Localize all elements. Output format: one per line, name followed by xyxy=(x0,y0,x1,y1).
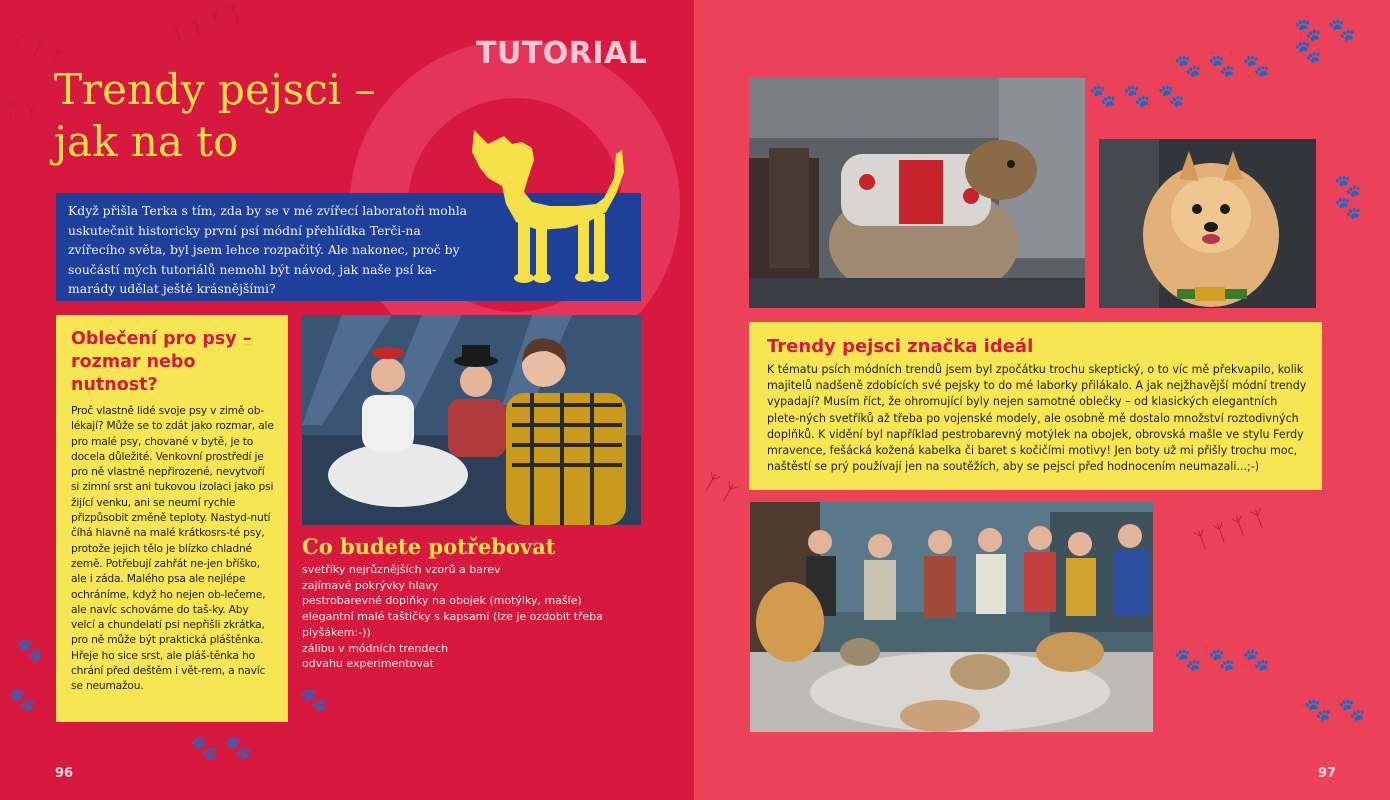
paw-prints-decoration: 🐾 🐾 xyxy=(1334,174,1362,221)
needs-item: svetříky nejrůznějších vzorů a barev xyxy=(302,563,501,576)
bird-tracks-decoration: ᛉ ᛉ xyxy=(2,99,40,130)
needs-item: zálibu v módních trendech xyxy=(302,641,449,655)
section-label: TUTORIAL xyxy=(476,36,648,71)
dog-silhouette-icon xyxy=(466,126,636,302)
paw-prints-decoration: 🐾 xyxy=(8,688,36,713)
bird-tracks-decoration: ᛉ ᛉ xyxy=(698,469,740,508)
paw-prints-decoration: 🐾 xyxy=(16,638,44,663)
paw-prints-decoration: 🐾 🐾 xyxy=(190,736,252,761)
bird-tracks-decoration: ᛉ ᛉ ᛉ ᛉ xyxy=(167,0,246,49)
photo-group-with-dogs xyxy=(750,502,1153,732)
needs-list xyxy=(302,562,632,672)
fashion-box xyxy=(749,322,1322,490)
clothing-box xyxy=(56,315,288,722)
needs-item: pestrobarevné doplňky na obojek (motýlky, mašle) xyxy=(302,594,582,608)
needs-item: odvahu experimentovat xyxy=(302,657,434,671)
paw-prints-decoration: 🐾 xyxy=(300,688,328,713)
paw-prints-decoration: 🐾 🐾 🐾 xyxy=(1174,54,1271,79)
intro-text: Když přišla Terka s tím, zda by se v mé zvířecí laboratoři mohla uskutečnit historicky první psí módní přehlídka Terči-na zvířecího světa, byl jsem lehce rozpačitý. Ale nakonec, proč by součástí mých tutoriálů nemohl být návod, jak naše psí ka-marády udělat ještě krásnějšími? xyxy=(68,203,468,296)
photo-three-presenters xyxy=(302,315,641,525)
fashion-text: K tématu psích módních trendů jsem byl zpočátku trochu skeptický, o to víc mě překvapilo, kolik majitelů nadšeně zdobících své pejsky to do mé laborky přilákalo. A jak nejžhavější módní trendy vypadají? Musím říct, že ohromující byly nejen samotné oblečky – od klasických elegantních plete-ných svetříků až třeba po vojenské modely, ale osobně mě dostalo množství roztodivných doplňků. K vidění byl například pestrobarevný motýlek na obojek, obrovská mašle ve stylu Ferdy mravence, fešácká kožená kabelka či baret s kočičími motivy! Jen boty už mi přišly trochu moc, naštěstí se prý používají jen na soutěžích, aby se pejsci před hodnocením neumazali...;-) xyxy=(767,363,1307,474)
fashion-heading: Trendy pejsci značka ideál xyxy=(767,336,1034,357)
left-page xyxy=(0,0,694,800)
needs-item: elegantní malé taštičky s kapsami (lze je ozdobit třeba plyšákem:-)) xyxy=(302,610,603,639)
paw-prints-decoration: 🐾 🐾 🐾 xyxy=(1089,84,1186,109)
photo-pomeranian xyxy=(1099,139,1316,308)
right-page xyxy=(694,0,1390,800)
needs-item: zajímavé pokrývky hlavy xyxy=(302,578,439,592)
clothing-heading: Oblečení pro psy – rozmar nebo nutnost? xyxy=(71,329,252,395)
page-title: Trendy pejsci – jak na to xyxy=(54,65,376,166)
paw-prints-decoration: 🐾 🐾 xyxy=(1304,698,1366,723)
paw-prints-decoration: 🐾 🐾 🐾 xyxy=(1294,18,1356,65)
needs-heading: Co budete potřebovat xyxy=(302,534,556,559)
bird-tracks-decoration: ᛉ ᛉ ᛉ ᛉ xyxy=(1191,506,1270,555)
bird-tracks-decoration: ᛉ ᛉ ᛉ xyxy=(7,27,67,74)
photo-yorkshire-in-sweater xyxy=(749,78,1085,308)
page-number-left: 96 xyxy=(55,766,74,781)
paw-prints-decoration: 🐾 🐾 🐾 xyxy=(1174,648,1271,673)
clothing-text: Proč vlastně lidé svoje psy v zimě ob-lékají? Může se to zdát jako rozmar, ale pro malé psy, chované v bytě, je to docela důležité. Venkovní prostředí je pro ně vlastně nepřirozené, nevytvoří si zimní srst ani tukovou izolaci jako psi žijící venku, ani se neumí rychle přizpůsobit změně teploty. Nastyd-nutí číhá hlavně na malé krátkosrs-té psy, protože jejich tělo je blízko chladné země. Potřebují zahřát ne-jen bříško, ale i záda. Malého psa ale nejlépe ochráníme, když ho nejen ob-lečeme, ale navíc schováme do taš-ky. Aby velcí a chundelatí psi nepřišli zkrátka, pro ně může být praktická pláštěnka. Hřeje ho sice srst, ale pláš-těnka ho chrání před deštěm i vět-rem, a navíc se neumažou. xyxy=(71,404,274,693)
page-number-right: 97 xyxy=(1318,766,1337,781)
